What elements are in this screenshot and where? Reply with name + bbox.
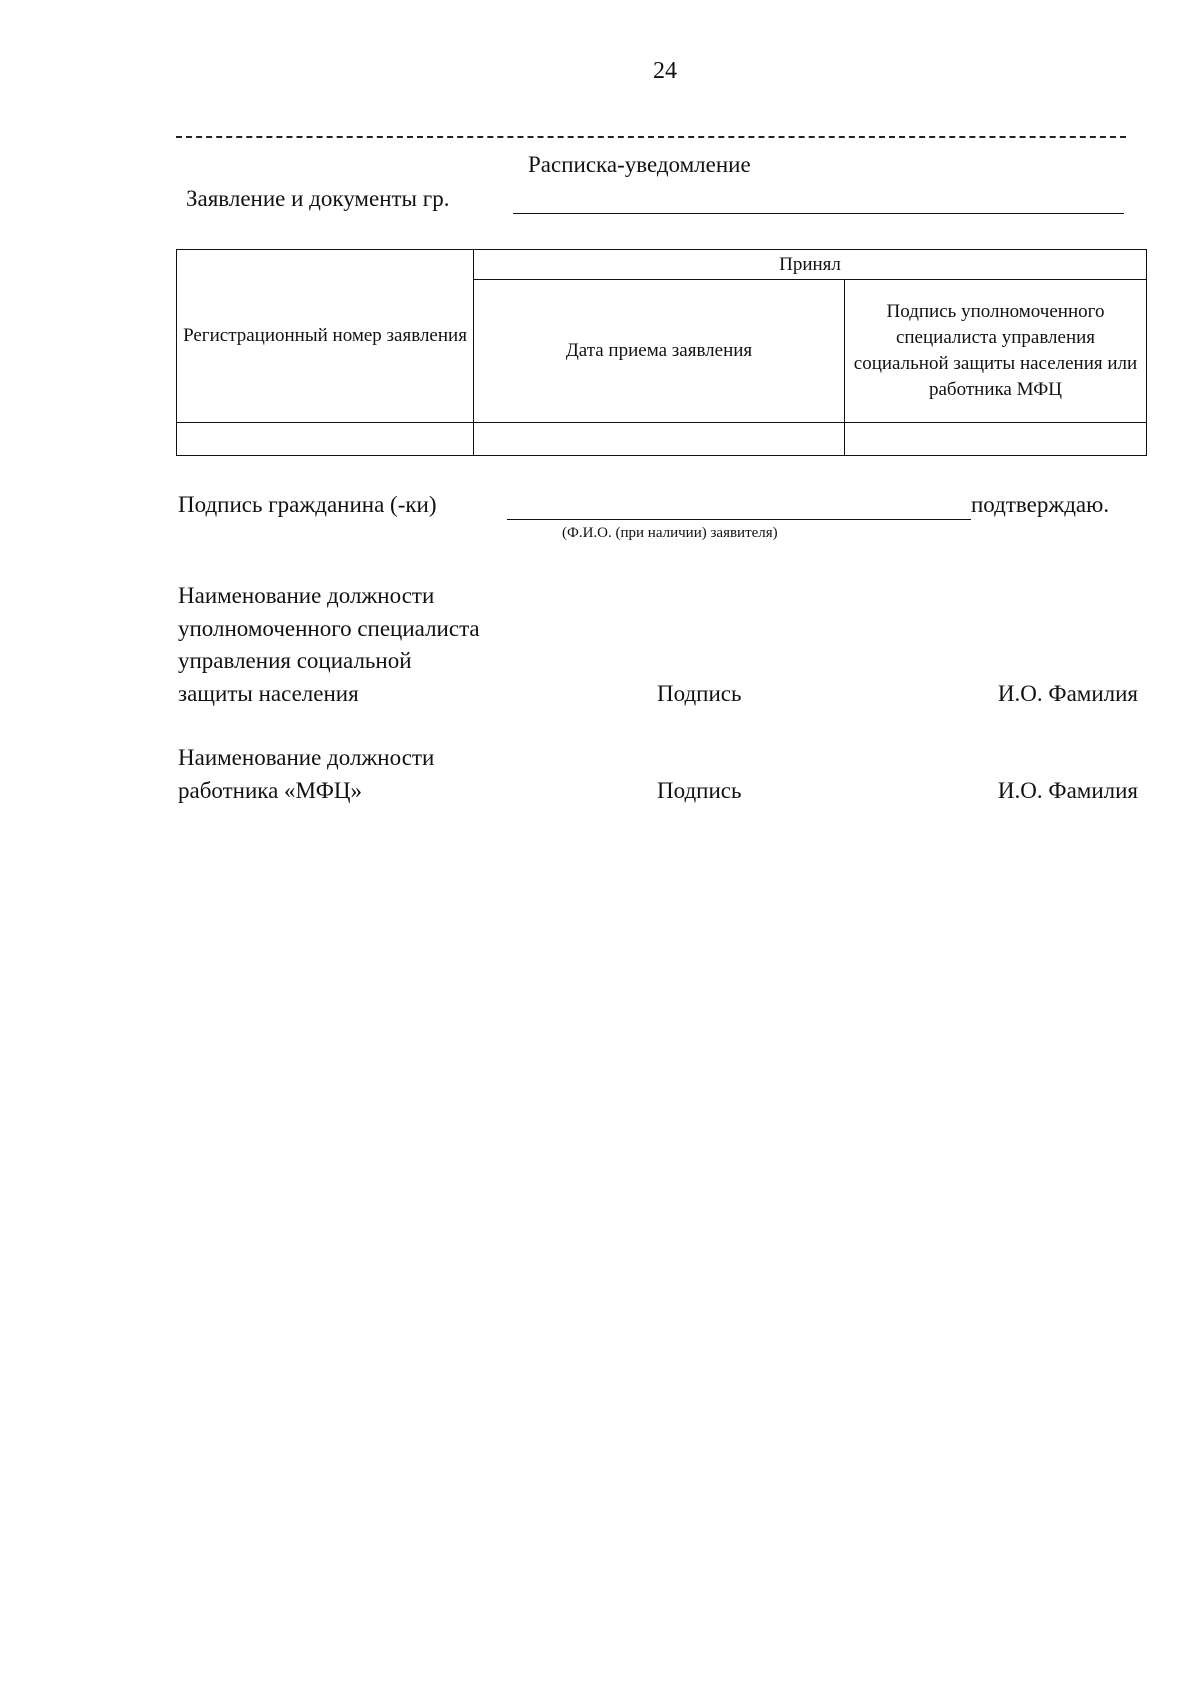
mfc-signature-label: Подпись [657, 777, 742, 803]
column-group-accepted: Принял [474, 250, 1147, 280]
receipt-table [176, 249, 1147, 456]
receipt-title: Расписка-уведомление [528, 152, 751, 177]
date-cell[interactable] [474, 423, 845, 456]
table-row [177, 423, 1147, 456]
page-number: 24 [653, 58, 677, 84]
fio-caption: (Ф.И.О. (при наличии) заявителя) [562, 525, 778, 541]
citizen-signature-label: Подпись гражданина (-ки) [178, 492, 437, 517]
column-header-signature: Подпись уполномоченного специалиста управления социальной защиты населения или работника МФЦ [845, 280, 1147, 423]
signature-cell[interactable] [845, 423, 1147, 456]
mfc-signature-block [178, 742, 1138, 807]
applicant-label: Заявление и документы гр. [186, 186, 450, 211]
column-header-date: Дата приема заявления [474, 280, 845, 423]
mfc-position: Наименование должности работника «МФЦ» [178, 745, 435, 803]
specialist-signature-label: Подпись [657, 680, 742, 706]
citizen-signature-blank[interactable] [507, 519, 971, 520]
citizen-signature-line [176, 492, 1146, 522]
column-header-registration-number: Регистрационный номер заявления [177, 250, 474, 423]
mfc-name: И.О. Фамилия [997, 777, 1138, 803]
applicant-name-blank[interactable] [513, 213, 1124, 214]
specialist-name: И.О. Фамилия [997, 680, 1138, 706]
specialist-signature-block [178, 580, 1138, 710]
specialist-position: Наименование должности уполномоченного специалиста управления социальной защиты населения [178, 583, 480, 706]
confirm-label: подтверждаю. [971, 492, 1110, 517]
cut-line [176, 136, 1126, 138]
registration-number-cell[interactable] [177, 423, 474, 456]
